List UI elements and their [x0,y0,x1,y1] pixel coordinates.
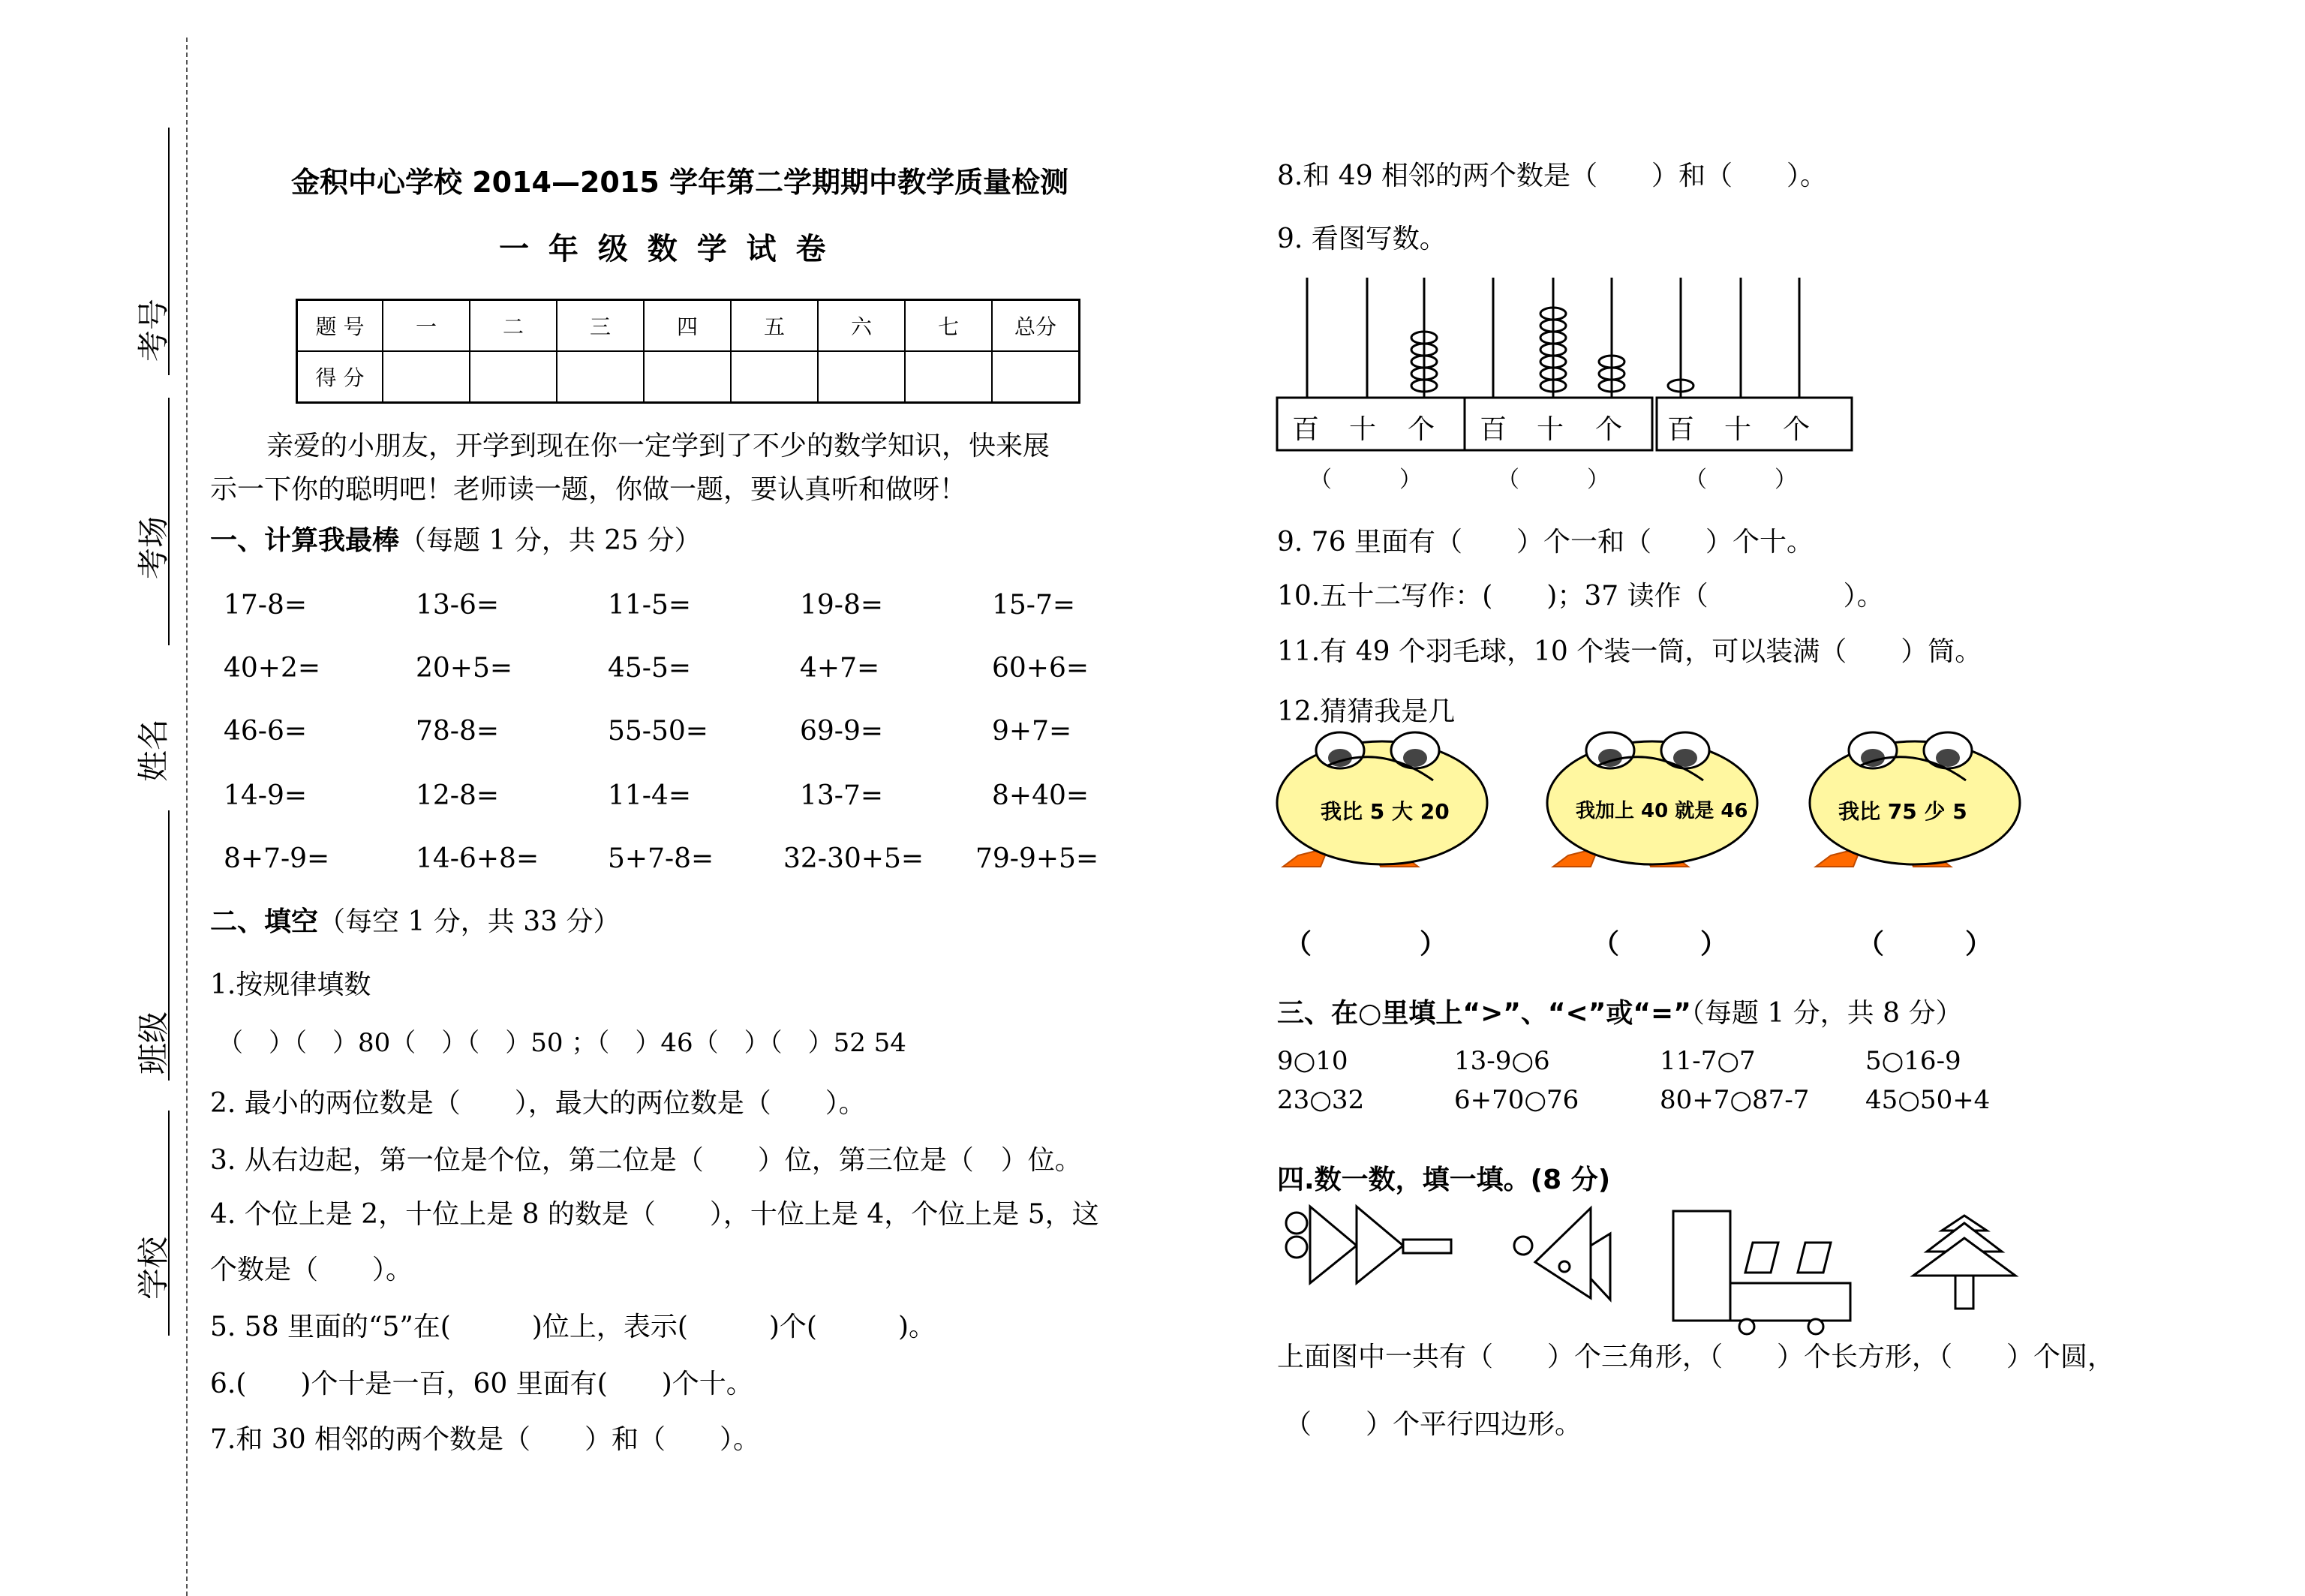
calc-item: 12-8= [416,780,500,811]
abacus-label: 百 [1667,414,1695,445]
abacus-label: 十 [1349,414,1377,445]
question-9-title: 9. 看图写数。 [1277,224,1447,254]
question-8: 8.和 49 相邻的两个数是（ ）和（ ）。 [1277,161,1828,191]
page-subtitle: 一 年 级 数 学 试 卷 [499,232,831,266]
score-input-cell[interactable] [383,351,470,403]
calc-item: 14-6+8= [416,843,539,874]
section-3-heading [1277,992,1962,1030]
abacus-label: 十 [1537,414,1564,445]
question-5: 5. 58 里面的“5”在( )位上，表示( )个( )。 [210,1312,936,1342]
binding-dashed-line [186,38,188,1596]
sidebar-label-school: 学校 [135,1236,173,1300]
score-cell: 七 [905,300,992,352]
score-table-score-row [297,351,1080,403]
section-2-heading [210,900,621,939]
calc-item: 45-5= [608,653,692,684]
question-4: 4. 个位上是 2，十位上是 8 的数是（ ），十位上是 4，个位上是 5，这 [210,1199,1099,1230]
question-2: 2. 最小的两位数是（ ），最大的两位数是（ ）。 [210,1088,866,1119]
question-11: 11.有 49 个羽毛球，10 个装一筒，可以装满（ ）筒。 [1277,636,1982,667]
score-input-cell[interactable] [905,351,992,403]
calc-item: 11-4= [608,780,692,811]
score-input-cell[interactable] [731,351,818,403]
score-cell: 一 [383,300,470,352]
calc-item: 8+40= [992,780,1089,811]
score-cell: 二 [470,300,557,352]
compare-item: 5○16-9 [1865,1046,1961,1076]
score-input-cell[interactable] [992,351,1080,403]
compare-item: 9○10 [1277,1046,1348,1076]
sidebar-line [168,398,170,645]
calc-item: 4+7= [800,653,880,684]
question-4-cont: 个数是（ ）。 [210,1255,413,1285]
answer-blank[interactable]: （ ） [1497,467,1609,493]
abacus-label: 个 [1783,414,1811,445]
answer-blank[interactable]: （ ） [1309,467,1422,493]
calc-item: 32-30+5= [783,843,924,874]
abacus-label: 百 [1480,414,1507,445]
section-title: 二、填空 [210,906,319,937]
score-table-header-row [297,300,1080,352]
calc-item: 19-8= [800,590,884,621]
tree-figure [1913,1216,2015,1309]
compare-item: 80+7○87-7 [1660,1085,1810,1115]
calc-item: 13-6= [416,590,500,621]
abacus-label: 十 [1724,414,1752,445]
question-3: 3. 从右边起，第一位是个位，第二位是（ ）位，第三位是（ ）位。 [210,1145,1082,1176]
question-1: 1.按规律填数 [210,969,371,1000]
score-cell: 题 号 [297,300,383,352]
section-note: （每题 1 分，共 25 分） [399,525,702,556]
score-input-cell[interactable] [470,351,557,403]
score-cell: 五 [731,300,818,352]
truck-figure [1673,1211,1850,1334]
calc-item: 46-6= [224,716,308,747]
section-4-line: 上面图中一共有（ ）个三角形，（ ）个长方形，（ ）个圆， [1277,1342,2115,1372]
sidebar-label-class: 班级 [135,1011,173,1075]
question-12: 12.猜猜我是几 [1277,696,1456,727]
fish-arrow-figure [1286,1207,1451,1283]
intro-line: 亲爱的小朋友，开学到现在你一定学到了不少的数学知识，快来展 [266,431,1050,461]
compare-item: 13-9○6 [1454,1046,1550,1076]
question-7: 7.和 30 相邻的两个数是（ ）和（ ）。 [210,1424,761,1455]
sidebar-line [168,1111,170,1336]
creature-1-text: 我比 5 大 20 [1321,799,1450,824]
abacus-label: 百 [1292,414,1320,445]
calc-item: 5+7-8= [608,843,714,874]
sidebar-label-exam-room: 考场 [135,515,173,580]
compare-item: 45○50+4 [1865,1085,1991,1115]
calc-item: 79-9+5= [975,843,1099,874]
answer-blank[interactable]: （ ） [1684,467,1797,493]
section-note: （每空 1 分，共 33 分） [318,906,621,937]
question-9b: 9. 76 里面有（ ）个一和（ ）个十。 [1277,527,1814,558]
section-note: （每题 1 分，共 8 分） [1690,998,1963,1029]
compare-item: 11-7○7 [1660,1046,1756,1076]
score-cell: 四 [644,300,731,352]
calc-item: 14-9= [224,780,308,811]
calc-item: 11-5= [608,590,692,621]
fish-figure [1514,1208,1610,1300]
section-4-heading: 四.数一数，填一填。(8 分) [1277,1165,1611,1195]
section-title: 一、计算我最棒 [210,525,400,556]
shapes-figure [1276,1201,2041,1336]
score-table [296,299,1080,404]
score-cell: 三 [557,300,644,352]
answer-blank[interactable]: （ ） [1592,929,1728,960]
calc-item: 40+2= [224,653,321,684]
creature-2-text: 我加上 40 就是 46 [1576,800,1748,822]
answer-blank[interactable]: （ ） [1285,929,1447,960]
sidebar-label-exam-number: 考号 [135,298,173,362]
sidebar-line [168,128,170,375]
score-cell: 得 分 [297,351,383,403]
score-input-cell[interactable] [644,351,731,403]
question-1-sequence: （ ）（ ）80（ ）（ ）50 ；（ ）46（ ）（ ）52 54 [218,1028,906,1058]
sidebar-label-name: 姓名 [135,718,173,783]
calc-item: 9+7= [992,716,1072,747]
calc-item: 55-50= [608,716,708,747]
calc-item: 20+5= [416,653,513,684]
calc-item: 69-9= [800,716,884,747]
intro-line: 示一下你的聪明吧！老师读一题，你做一题，要认真听和做呀！ [210,474,967,505]
calc-item: 60+6= [992,653,1089,684]
abacus-label: 个 [1408,414,1435,445]
score-cell: 总分 [992,300,1080,352]
question-6: 6.( )个十是一百，60 里面有( )个十。 [210,1369,753,1399]
creature-3-text: 我比 75 少 5 [1838,799,1967,824]
calc-item: 17-8= [224,590,308,621]
compare-item: 6+70○76 [1454,1085,1579,1115]
compare-item: 23○32 [1277,1085,1365,1115]
section-1-heading [210,519,702,558]
section-4-line: （ ）个平行四边形。 [1285,1409,1582,1440]
question-10: 10.五十二写作：( )；37 读作（ ）。 [1277,581,1884,612]
answer-blank[interactable]: （ ） [1857,929,1993,960]
calc-item: 15-7= [992,590,1076,621]
score-input-cell[interactable] [818,351,905,403]
page-title: 金积中心学校 2014—2015 学年第二学期期中教学质量检测 [291,166,1068,199]
calc-item: 8+7-9= [224,843,330,874]
abacus-label: 个 [1595,414,1623,445]
score-input-cell[interactable] [557,351,644,403]
calc-item: 78-8= [416,716,500,747]
calc-item: 13-7= [800,780,884,811]
section-title: 三、在○里填上“>”、“<”或“=” [1277,998,1691,1029]
score-cell: 六 [818,300,905,352]
